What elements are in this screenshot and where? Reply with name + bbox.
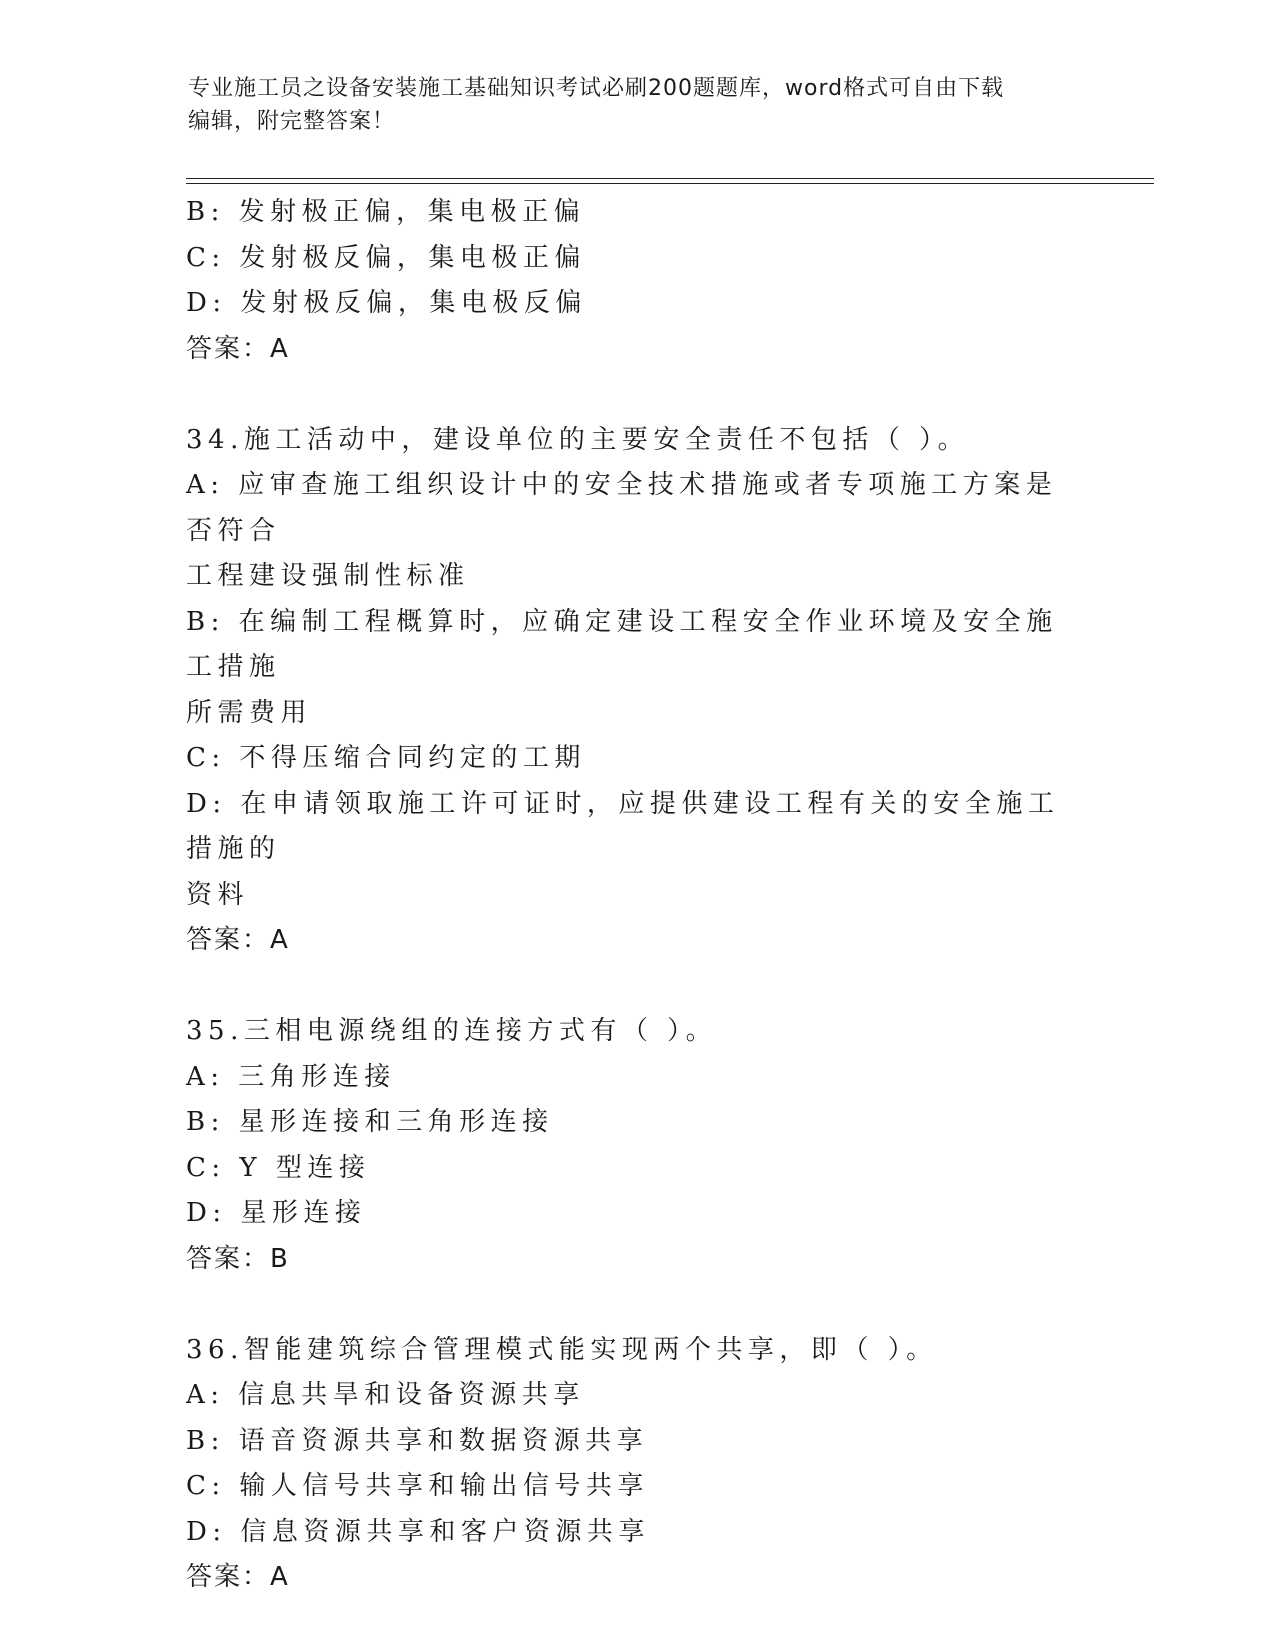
question-block-34 [186,418,1086,964]
header-divider-top [186,178,1154,179]
option-a-continued: 工程建设强制性标准 [186,561,470,591]
option-a: A: 信息共旱和设备资源共享 [186,1380,585,1410]
option-c: C: 不得压缩合同约定的工期 [186,743,586,773]
option-a: A: 应审查施工组织设计中的安全技术措施或者专项施工方案是否符合 [186,470,1058,546]
answer-line: 答案：A [186,925,290,955]
block-spacer [186,964,1086,1010]
question-list [186,190,1086,1601]
answer-line: 答案：A [186,333,290,364]
block-spacer [186,372,1086,418]
answer-line: 答案：A [186,1562,290,1592]
option-b-continued: 所需费用 [186,697,313,728]
option-c: C: 输人信号共享和输出信号共享 [186,1471,649,1501]
option-b: B: 在编制工程概算时，应确定建设工程安全作业环境及安全施工措施 [186,606,1058,682]
option-b: B: 发射极正偏，集电极正偏 [186,197,586,227]
answer-line: 答案：B [186,1243,290,1274]
header-divider-bottom [186,183,1154,184]
question-text: 34.施工活动中，建设单位的主要安全责任不包括（ ）。 [186,424,970,455]
option-d: D: 发射极反偏，集电极反偏 [186,288,587,318]
header-title-line-2: 编辑，附完整答案！ [188,109,396,134]
option-d: D: 星形连接 [186,1198,367,1228]
option-b: B: 语音资源共享和数据资源共享 [186,1425,649,1456]
question-block-36 [186,1328,1086,1601]
block-spacer [186,1282,1086,1328]
question-block-33 [186,190,1086,372]
question-text: 35.三相电源绕组的连接方式有（ ）。 [186,1016,718,1046]
question-text: 36.智能建筑综合管理模式能实现两个共享，即（ ）。 [186,1334,938,1365]
option-d-continued: 资料 [186,879,250,910]
option-d: D: 信息资源共享和客户资源共享 [186,1516,650,1547]
option-c: C: Y 型连接 [186,1152,371,1183]
document-header [188,72,1068,138]
option-b: B: 星形连接和三角形连接 [186,1107,554,1137]
option-c: C: 发射极反偏，集电极正偏 [186,242,586,273]
option-d: D: 在申请领取施工许可证时，应提供建设工程有关的安全施工措施的 [186,788,1060,864]
header-title-line-1: 专业施工员之设备安装施工基础知识考试必刷200题题库，word格式可自由下载 [188,76,1005,101]
question-block-35 [186,1009,1086,1282]
option-a: A: 三角形连接 [186,1061,396,1092]
